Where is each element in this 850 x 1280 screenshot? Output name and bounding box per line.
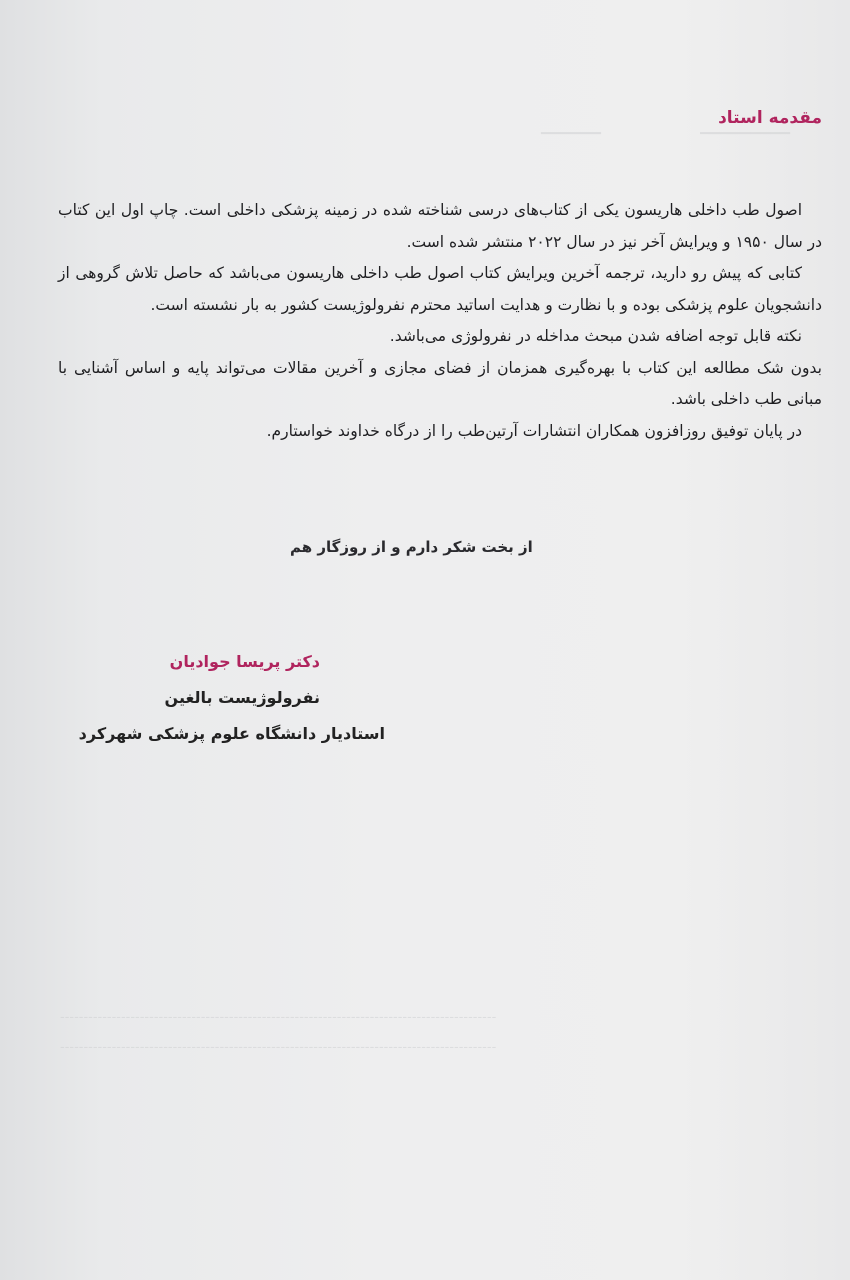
author-name: دکتر پریسا جوادیان (169, 652, 320, 671)
intro-paragraph: نکته قابل توجه اضافه شدن مبحث مداخله در نفرولوژی می‌باشد. (389, 327, 802, 345)
show-through-text: ‐‐‐‐‐‐‐‐‐‐‐‐‐‐‐‐‐‐‐‐‐‐‐‐‐‐‐‐‐‐‐‐‐‐‐‐‐‐‐‐‐‐‐‐‐‐‐‐‐‐‐‐‐‐‐‐‐‐‐‐‐‐‐‐‐‐‐‐‐‐‐‐‐‐‐‐‐‐‐‐‐‐‐‐‐‐‐‐‐‐‐‐‐ (60, 1010, 497, 1025)
intro-paragraph: بدون شک مطالعه این کتاب با بهره‌گیری همزمان از فضای مجازی و آخرین مقالات می‌تواند پایه و اساس آشنایی با مبانی طب داخلی باشد. (58, 358, 822, 408)
intro-paragraph: در پایان توفیق روزافزون همکاران انتشارات آرتین‌طب را از درگاه خداوند خواستارم. (266, 421, 802, 440)
author-role: نفرولوژیست بالغین (164, 688, 320, 707)
intro-body (58, 195, 822, 447)
show-through-text: ‐‐‐‐‐‐‐‐‐‐‐‐‐‐‐‐‐‐‐‐‐‐‐‐‐‐‐‐‐‐‐‐‐‐‐‐‐‐‐‐‐‐‐‐‐‐‐‐‐‐‐‐‐‐‐‐‐‐‐‐‐‐‐‐‐‐‐‐‐‐‐‐‐‐‐‐‐‐‐‐‐‐‐‐‐‐‐‐‐‐‐‐‐ (60, 1040, 497, 1055)
show-through-text: ▁▁▁▁▁▁▁▁▁ ▁▁▁▁▁▁ (540, 120, 790, 135)
intro-paragraph: اصول طب داخلی هاریسون یکی از کتاب‌های درسی شناخته شده در زمینه پزشکی داخلی است. چاپ اول این کتاب در سال ۱۹۵۰ و ویرایش آخر نیز در سال ۲۰۲۲ منتشر شده است. (58, 201, 822, 251)
author-affiliation: استادیار دانشگاه علوم پزشکی شهرکرد (78, 724, 385, 743)
page-title: مقدمه استاد (718, 108, 822, 128)
intro-paragraph: کتابی که پیش رو دارید، ترجمه آخرین ویرایش کتاب اصول طب داخلی هاریسون می‌باشد که حاصل تلاش گروهی از دانشجویان علوم پزشکی بوده و با نظارت و هدایت اساتید محترم نفرولوژیست کشور به بار نشسته است. (58, 264, 822, 314)
poem-quote: از بخت شکر دارم و از روزگار هم (290, 538, 533, 556)
